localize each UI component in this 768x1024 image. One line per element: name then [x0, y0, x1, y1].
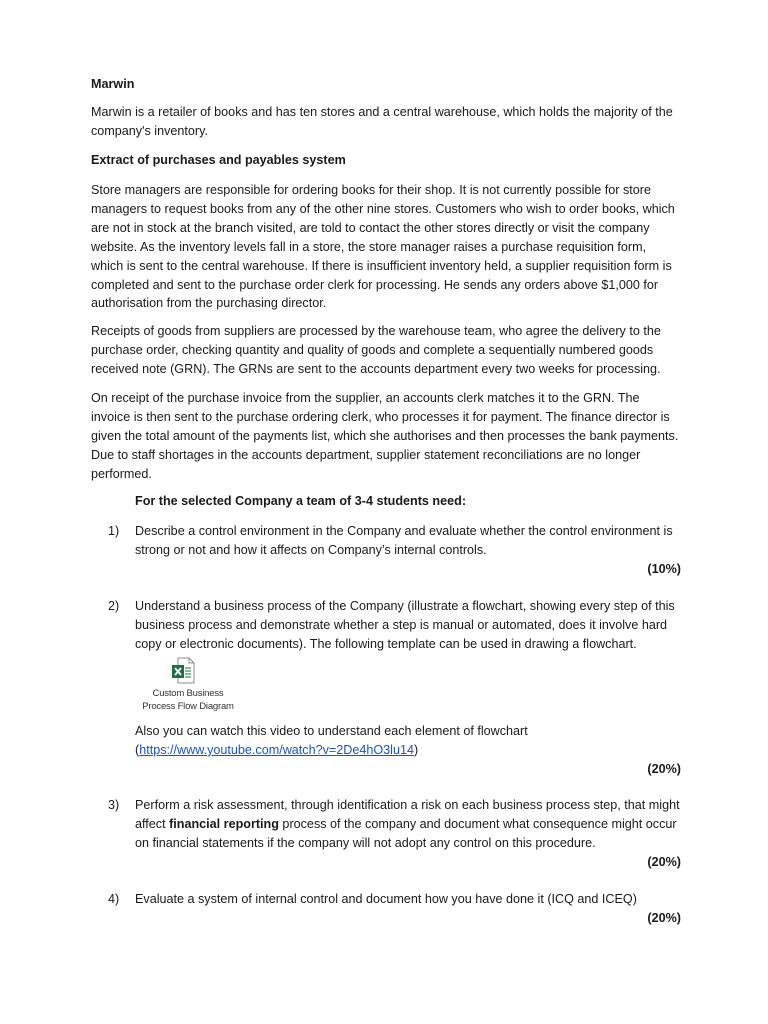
paragraph-store-managers: Store managers are responsible for ordering books for their shop. It is not currently possible for store managers to request books from any of the other nine stores. Customers who wish to order books, which are not in stock at the branch visited, are told to contact the other stores directly or visit the company website. As the inventory levels fall in a store, the store manager raises a purchase requisition form, which is sent to the central warehouse. If there is insufficient inventory held, a supplier requisition form is completed and sent to the purchase order clerk for processing. He sends any orders above $1,000 for authorisation from the purchasing director.: [91, 183, 675, 311]
paragraph-receipts: Receipts of goods from suppliers are processed by the warehouse team, who agree the delivery to the purchase order, checking quantity and quality of goods and complete a sequentially numbered goods received note (GRN). The GRNs are sent to the accounts department every two weeks for processing.: [91, 324, 661, 376]
task-weight: (20%): [647, 910, 681, 925]
flowchart-template-attachment[interactable]: [133, 655, 243, 715]
task-weight: (20%): [647, 854, 681, 869]
task-item-4: [108, 890, 681, 928]
document-title: Marwin: [91, 77, 135, 91]
section-heading: Extract of purchases and payables system: [91, 153, 346, 167]
video-text: Also you can watch this video to understand each element of flowchart: [135, 724, 528, 738]
task-text: Describe a control environment in the Company and evaluate whether the control environment is strong or not and how it affects on Company’s internal controls.: [135, 524, 673, 557]
video-note: Also you can watch this video to understand each element of flowchart (https://www.youtube.com/watch?v=2De4hO3lu14): [135, 722, 681, 760]
task-item-2: [108, 597, 681, 654]
task-number: 4): [108, 892, 120, 906]
excel-file-icon: [171, 657, 195, 684]
task-number: 1): [108, 524, 120, 538]
task-item-1: [108, 522, 681, 579]
intro-paragraph: Marwin is a retailer of books and has ten stores and a central warehouse, which holds the majority of the company's inventory.: [91, 105, 673, 138]
task-text: Understand a business process of the Company (illustrate a flowchart, showing every step of this business process and demonstrate whether a step is manual or automated, does it involve hard copy or electronic documents). The following template can be used in drawing a flowchart.: [135, 599, 675, 651]
video-link[interactable]: https://www.youtube.com/watch?v=2De4hO3lu14: [139, 742, 414, 757]
task-text: Evaluate a system of internal control and document how you have done it (ICQ and ICEQ): [135, 892, 637, 906]
task-number: 2): [108, 599, 120, 613]
task-text: Perform a risk assessment, through identification a risk on each business process step, that might affect financial reporting process of the company and document what consequence might occur on financial statements if the company will not adopt any control on this procedure.: [135, 798, 680, 850]
attachment-label: Custom Business Process Flow Diagram: [142, 688, 234, 712]
bold-phrase: financial reporting: [169, 816, 279, 831]
task-intro: For the selected Company a team of 3-4 students need:: [135, 494, 467, 508]
task-weight: (20%): [647, 762, 681, 776]
task-weight: (10%): [647, 561, 681, 576]
task-number: 3): [108, 798, 120, 812]
task-item-3: [108, 796, 681, 872]
paragraph-invoices: On receipt of the purchase invoice from the supplier, an accounts clerk matches it to the GRN. The invoice is then sent to the purchase ordering clerk, who processes it for payment. The finance director is given the total amount of the payments list, which she authorises and then processes the bank payments. Due to staff shortages in the accounts department, supplier statement reconciliations are no longer performed.: [91, 391, 679, 481]
